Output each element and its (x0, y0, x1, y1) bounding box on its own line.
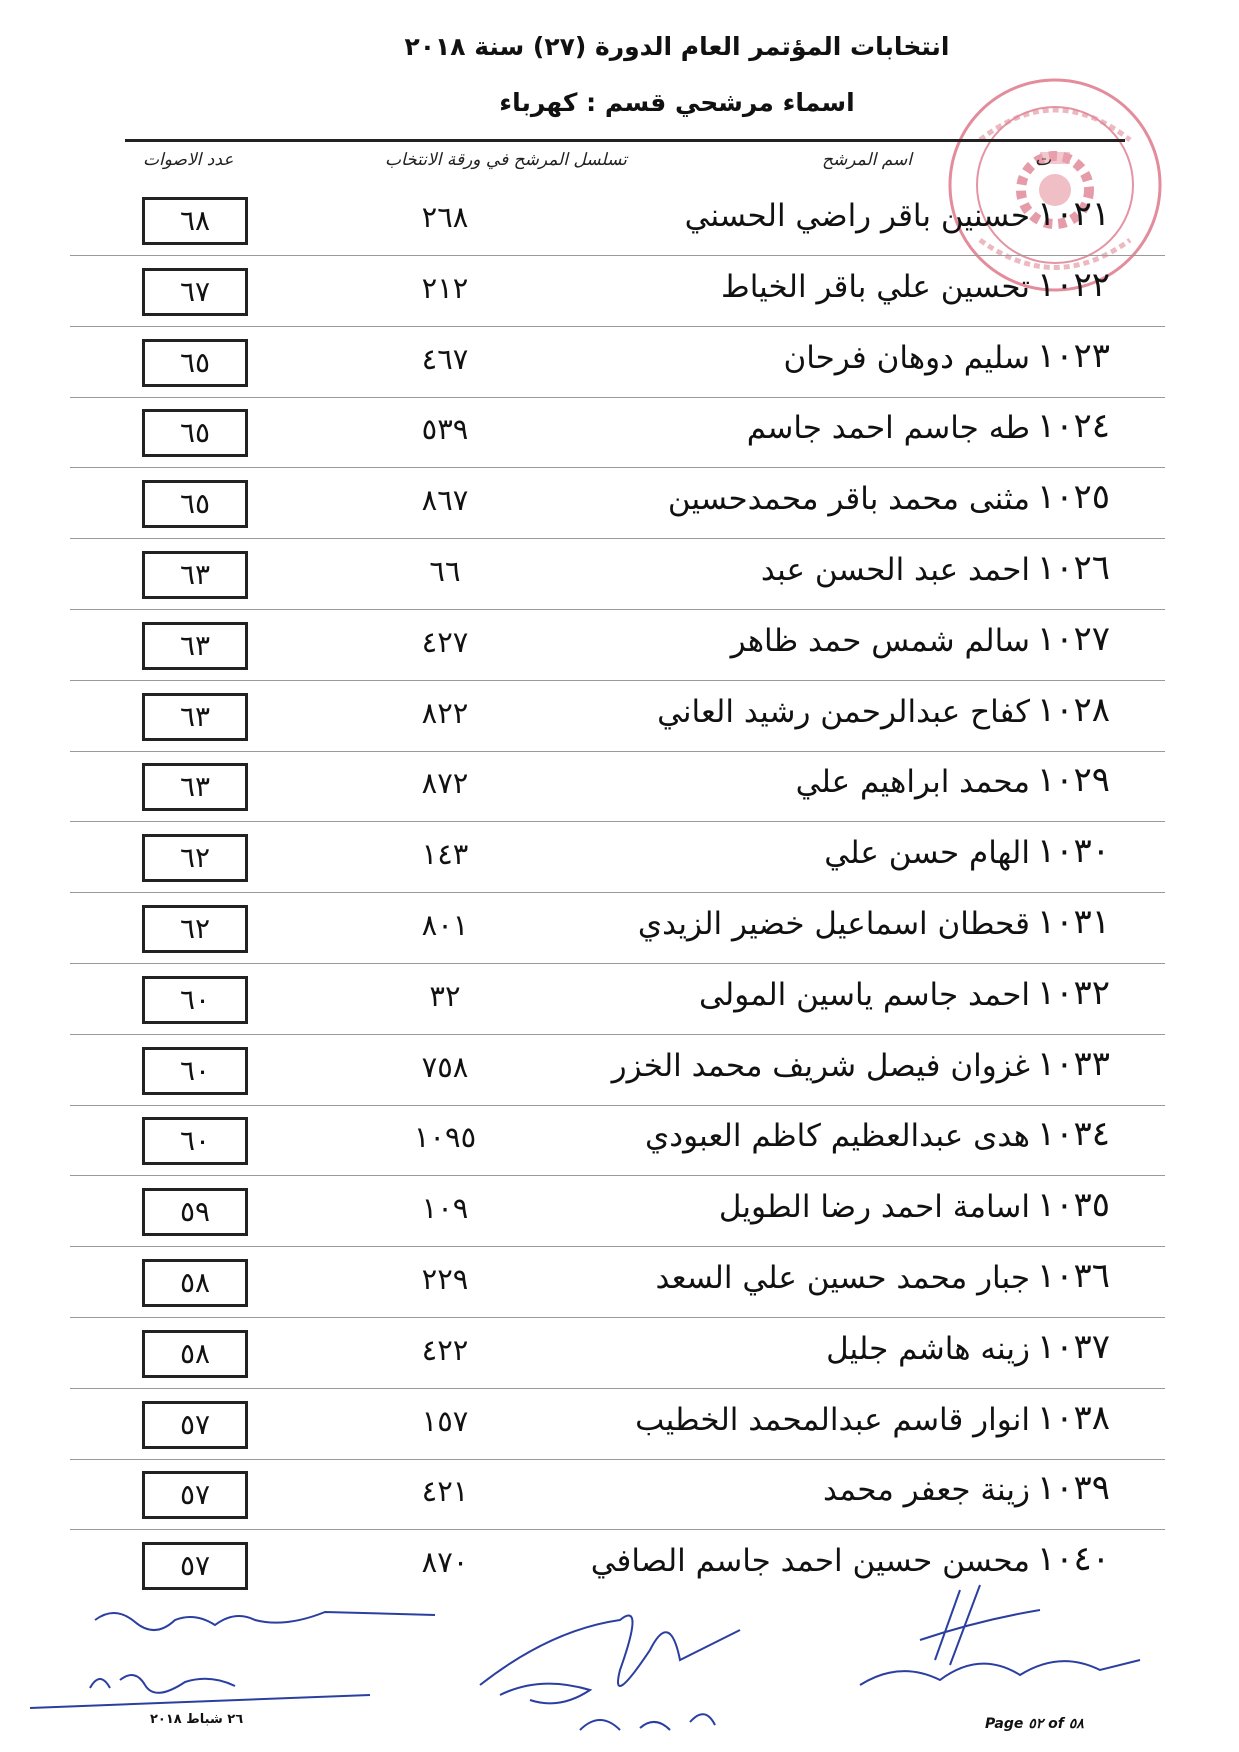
candidate-name: طه جاسم احمد جاسم (746, 410, 1030, 446)
vote-count: ٥٧ (142, 1401, 248, 1449)
vote-count: ٦٨ (142, 197, 248, 245)
candidate-number: ١٠٣٨ (1037, 1398, 1111, 1438)
candidate-name: هدى عبدالعظيم كاظم العبودي (645, 1118, 1030, 1154)
ballot-sequence: ٧٥٨ (421, 1050, 469, 1084)
candidate-name: مثنى محمد باقر محمدحسين (667, 481, 1030, 517)
ballot-sequence: ١٠٩ (421, 1191, 469, 1225)
ballot-sequence: ٢٦٨ (421, 200, 469, 234)
ballot-sequence: ٨٠١ (421, 908, 469, 942)
vote-count: ٦٥ (142, 339, 248, 387)
candidate-name: محسن حسين احمد جاسم الصافي (590, 1543, 1030, 1579)
ballot-sequence: ١٤٣ (421, 837, 469, 871)
footer-date-arabic: ٢٦ شباط ٢٠١٨ (150, 1712, 244, 1727)
vote-count: ٥٨ (142, 1330, 248, 1378)
vote-count: ٦٥ (142, 409, 248, 457)
candidate-number: ١٠٢٤ (1037, 406, 1111, 446)
candidate-name: جبار محمد حسين علي السعد (655, 1260, 1030, 1296)
candidate-name: زينة جعفر محمد (823, 1472, 1030, 1508)
document-subtitle: اسماء مرشحي قسم : كهرباء (499, 88, 855, 117)
vote-count: ٦٥ (142, 480, 248, 528)
vote-count: ٦٧ (142, 268, 248, 316)
ballot-sequence: ٥٣٩ (421, 412, 469, 446)
candidate-number: ١٠٣٥ (1037, 1185, 1111, 1225)
table-row (70, 540, 1165, 610)
candidate-name: قحطان اسماعيل خضير الزيدي (637, 906, 1030, 942)
candidate-name: احمد جاسم ياسين المولى (698, 977, 1030, 1013)
candidate-name: كفاح عبدالرحمن رشيد العاني (657, 694, 1030, 730)
row-divider (70, 1388, 1165, 1389)
ballot-sequence: ٣٢ (429, 979, 461, 1013)
ballot-sequence: ٨٦٧ (421, 483, 469, 517)
ballot-sequence: ٨٧٠ (421, 1545, 469, 1579)
table-row (70, 257, 1165, 327)
candidate-number: ١٠٣٢ (1037, 973, 1111, 1013)
table-row (70, 752, 1165, 822)
ballot-sequence: ٨٧٢ (421, 766, 469, 800)
vote-count: ٥٩ (142, 1188, 248, 1236)
row-divider (70, 467, 1165, 468)
ballot-sequence: ٦٦ (429, 554, 461, 588)
table-row (70, 328, 1165, 398)
table-row (70, 186, 1165, 256)
vote-count: ٥٧ (142, 1542, 248, 1590)
vote-count: ٥٧ (142, 1471, 248, 1519)
table-row (70, 611, 1165, 681)
candidate-number: ١٠٢٩ (1037, 760, 1111, 800)
candidate-number: ١٠٣٧ (1037, 1327, 1111, 1367)
vote-count: ٦٢ (142, 834, 248, 882)
candidate-name: تحسين علي باقر الخياط (721, 269, 1030, 305)
candidate-number: ١٠٢١ (1037, 194, 1111, 234)
candidate-name: سالم شمس حمد ظاهر (730, 623, 1030, 659)
column-header-number: ت (1035, 150, 1052, 170)
column-header-name: اسم المرشح (822, 150, 913, 170)
candidate-number: ١٠٢٣ (1037, 336, 1111, 376)
candidate-name: اسامة احمد رضا الطويل (718, 1189, 1030, 1225)
table-row (70, 1460, 1165, 1530)
ballot-sequence: ١٠٩٥ (413, 1120, 477, 1154)
vote-count: ٦٣ (142, 551, 248, 599)
ballot-sequence: ٤٢٢ (421, 1333, 469, 1367)
table-row (70, 398, 1165, 468)
document-title: انتخابات المؤتمر العام الدورة (٢٧) سنة ٢٠١٨ (404, 32, 950, 61)
candidate-number: ١٠٢٦ (1037, 548, 1111, 588)
row-divider (70, 821, 1165, 822)
vote-count: ٦٣ (142, 763, 248, 811)
ballot-sequence: ١٥٧ (421, 1404, 469, 1438)
table-row (70, 1106, 1165, 1176)
vote-count: ٦٠ (142, 1117, 248, 1165)
row-divider (70, 1317, 1165, 1318)
table-row (70, 1177, 1165, 1247)
vote-count: ٦٣ (142, 622, 248, 670)
table-row (70, 682, 1165, 752)
row-divider (70, 1529, 1165, 1530)
row-divider (70, 1034, 1165, 1035)
table-row (70, 1319, 1165, 1389)
candidate-number: ١٠٣٩ (1037, 1468, 1111, 1508)
ballot-sequence: ٨٢٢ (421, 696, 469, 730)
vote-count: ٦٣ (142, 693, 248, 741)
vote-count: ٥٨ (142, 1259, 248, 1307)
candidate-number: ١٠٢٥ (1037, 477, 1111, 517)
candidate-name: زينه هاشم جليل (826, 1331, 1030, 1367)
row-divider (70, 609, 1165, 610)
candidate-name: انوار قاسم عبدالمحمد الخطيب (635, 1402, 1030, 1438)
ballot-sequence: ٤٢٧ (421, 625, 469, 659)
signature-middle-icon (470, 1590, 760, 1752)
row-divider (70, 963, 1165, 964)
row-divider (70, 1246, 1165, 1247)
candidate-number: ١٠٣١ (1037, 902, 1111, 942)
table-row (70, 1248, 1165, 1318)
table-row (70, 894, 1165, 964)
vote-count: ٦٠ (142, 976, 248, 1024)
table-row (70, 469, 1165, 539)
signature-right-icon (840, 1580, 1150, 1720)
row-divider (70, 326, 1165, 327)
candidate-name: حسنين باقر راضي الحسني (684, 198, 1030, 234)
ballot-sequence: ٢٢٩ (421, 1262, 469, 1296)
ballot-sequence: ٤٦٧ (421, 342, 469, 376)
table-row (70, 1390, 1165, 1460)
candidate-number: ١٠٢٧ (1037, 619, 1111, 659)
page-number: Page ٥٢ of ٥٨ (985, 1716, 1084, 1732)
ballot-sequence: ٢١٢ (421, 271, 469, 305)
row-divider (70, 892, 1165, 893)
vote-count: ٦٢ (142, 905, 248, 953)
candidate-number: ١٠٢٢ (1037, 265, 1111, 305)
candidate-name: محمد ابراهيم علي (795, 764, 1030, 800)
ballot-sequence: ٤٢١ (421, 1474, 469, 1508)
column-header-votes: عدد الاصوات (143, 150, 234, 170)
candidate-name: غزوان فيصل شريف محمد الخزر (611, 1048, 1030, 1084)
table-row (70, 823, 1165, 893)
candidate-name: سليم دوهان فرحان (783, 340, 1030, 376)
candidate-name: احمد عبد الحسن عبد (760, 552, 1030, 588)
table-row (70, 1036, 1165, 1106)
candidate-number: ١٠٣٠ (1037, 831, 1111, 871)
vote-count: ٦٠ (142, 1047, 248, 1095)
candidate-number: ١٠٣٦ (1037, 1256, 1111, 1296)
table-row (70, 965, 1165, 1035)
candidate-number: ١٠٢٨ (1037, 690, 1111, 730)
header-rule (125, 139, 1125, 142)
row-divider (70, 255, 1165, 256)
candidate-number: ١٠٣٣ (1037, 1044, 1111, 1084)
column-header-sequence: تسلسل المرشح في ورقة الانتخاب (385, 150, 627, 170)
candidate-name: الهام حسن علي (824, 835, 1030, 871)
candidate-number: ١٠٣٤ (1037, 1114, 1111, 1154)
row-divider (70, 538, 1165, 539)
row-divider (70, 1175, 1165, 1176)
row-divider (70, 680, 1165, 681)
candidate-number: ١٠٤٠ (1037, 1539, 1111, 1579)
